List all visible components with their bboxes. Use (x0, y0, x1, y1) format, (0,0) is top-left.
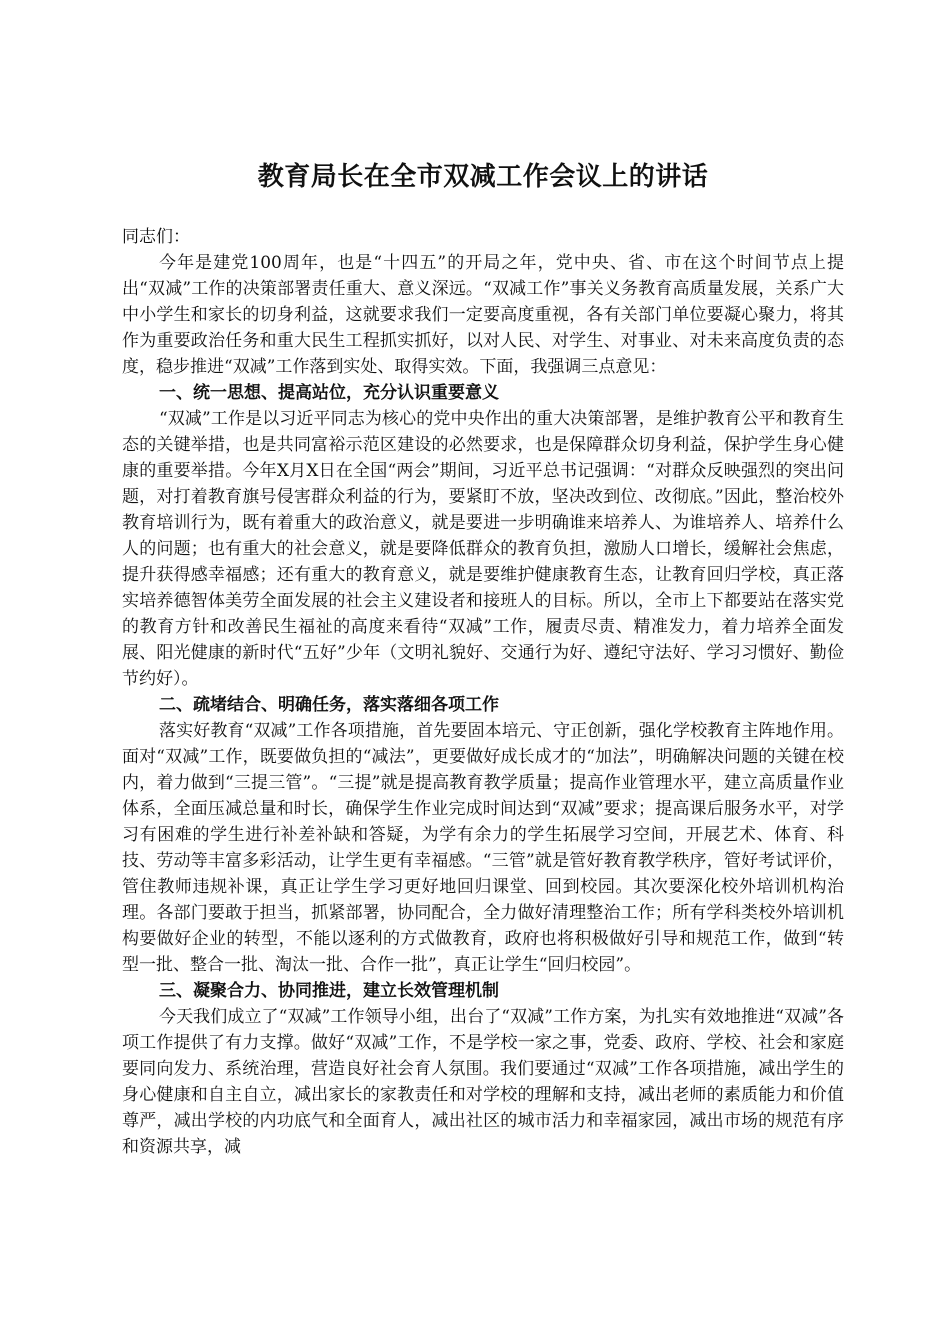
section-3-heading: 三、凝聚合力、协同推进，建立长效管理机制 (159, 981, 499, 1001)
document-page (122, 150, 844, 1160)
section-2-body: 落实好教育“双减”工作各项措施，首先要固本培元、守正创新，强化学校教育主阵地作用。面对“双减”工作，既要做负担的“减法”，更要做好成长成才的“加法”，明确解决问题的关键在校内，着力做到“三提三管”。“三提”就是提高教育教学质量；提高作业管理水平，建立高质量作业体系，全面压减总量和时长，确保学生作业完成时间达到“双减”要求；提高课后服务水平，对学习有困难的学生进行补差补缺和答疑，为学有余力的学生拓展学习空间，开展艺术、体育、科技、劳动等丰富多彩活动，让学生更有幸福感。“三管”就是管好教育教学秩序，管好考试评价，管住教师违规补课，真正让学生学习更好地回归课堂、回到校园。其次要深化校外培训机构治理。各部门要敢于担当，抓紧部署，协同配合，全力做好清理整治工作；所有学科类校外培训机构要做好企业的转型，不能以逐利的方式做教育，政府也将积极做好引导和规范工作，做到“转型一批、整合一批、淘汰一批、合作一批”，真正让学生“回归校园”。 (122, 721, 844, 975)
section-1-body: “双减”工作是以习近平同志为核心的党中央作出的重大决策部署，是维护教育公平和教育生态的关键举措，也是共同富裕示范区建设的必然要求，也是保障群众切身利益，保护学生身心健康的重要举措。今年X月X日在全国“两会”期间，习近平总书记强调：“对群众反映强烈的突出问题，对打着教育旗号侵害群众利益的行为，要紧盯不放，坚决改到位、改彻底。”因此，整治校外教育培训行为，既有着重大的政治意义，就是要进一步明确谁来培养人、为谁培养人、培养什么人的问题；也有重大的社会意义，就是要降低群众的教育负担，激励人口增长，缓解社会焦虑，提升获得感幸福感；还有重大的教育意义，就是要维护健康教育生态，让教育回归学校，真正落实培养德智体美劳全面发展的社会主义建设者和接班人的目标。所以，全市上下都要站在落实党的教育方针和改善民生福祉的高度来看待“双减”工作，履责尽责、精准发力，着力培养全面发展、阳光健康的新时代“五好”少年（文明礼貌好、交通行为好、遵纪守法好、学习习惯好、勤俭节约好）。 (122, 409, 844, 689)
document-title: 教育局长在全市双减工作会议上的讲话 (257, 162, 709, 192)
intro-paragraph: 今年是建党100周年，也是“十四五”的开局之年，党中央、省、市在这个时间节点上提出“双减”工作的决策部署责任重大、意义深远。“双减工作”事关义务教育高质量发展，关系广大中小学生和家长的切身利益，这就要求我们一定要高度重视，各有关部门单位要凝心聚力，将其作为重要政治任务和重大民生工程抓实抓好，以对人民、对学生、对事业、对未来高度负责的态度，稳步推进“双减”工作落到实处、取得实效。下面，我强调三点意见： (122, 253, 844, 377)
salutation: 同志们： (122, 227, 190, 247)
section-1-heading: 一、统一思想、提高站位，充分认识重要意义 (159, 383, 499, 403)
section-3-body: 今天我们成立了“双减”工作领导小组，出台了“双减”工作方案，为扎实有效地推进“双减”各项工作提供了有力支撑。做好“双减”工作，不是学校一家之事，党委、政府、学校、社会和家庭要同向发力、系统治理，营造良好社会育人氛围。我们要通过“双减”工作各项措施，减出学生的身心健康和自主自立，减出家长的家教责任和对学校的理解和支持，减出老师的素质能力和价值尊严，减出学校的内功底气和全面育人，减出社区的城市活力和幸福家园，减出市场的规范有序和资源共享，减 (122, 1007, 844, 1157)
section-2-heading: 二、疏堵结合、明确任务，落实落细各项工作 (159, 695, 499, 715)
